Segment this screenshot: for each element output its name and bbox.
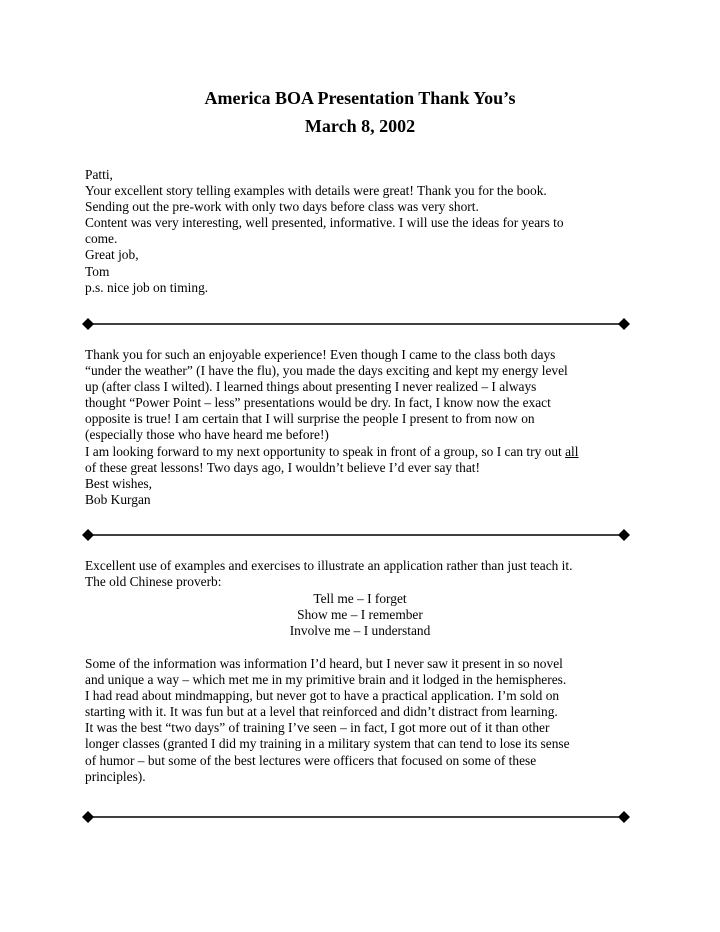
section-divider xyxy=(82,529,630,541)
letter-line: starting with it. It was fun but at a level that reinforced and didn’t distract from learning. xyxy=(85,704,558,720)
proverb xyxy=(85,591,635,639)
letter-line: and unique a way – which met me in my primitive brain and it lodged in the hemispheres. xyxy=(85,672,567,688)
proverb-line: Involve me – I understand xyxy=(289,623,431,639)
letter-line: It was the best “two days” of training I’ve seen – in fact, I got more out of it than other xyxy=(85,720,550,736)
letter-line: come. xyxy=(85,231,118,247)
letter-line: up (after class I wilted). I learned things about presenting I never realized – I always xyxy=(85,379,537,395)
section-divider xyxy=(82,318,630,330)
letter-line: Your excellent story telling examples with details were great! Thank you for the book. xyxy=(85,183,547,199)
document-date: March 8, 2002 xyxy=(304,116,416,136)
proverb-line: Tell me – I forget xyxy=(313,591,407,606)
thank-you-letter-3 xyxy=(85,558,645,590)
letter-line: Best wishes, xyxy=(85,475,152,491)
letter-line: Content was very interesting, well presented, informative. I will use the ideas for years to xyxy=(85,215,564,231)
letter-line-text: I am looking forward to my next opportunity to speak in front of a group, so I can try out xyxy=(85,443,566,459)
letter-line: opposite is true! I am certain that I will surprise the people I present to from now on xyxy=(85,411,535,427)
letter-signature: Bob Kurgan xyxy=(85,491,151,507)
letter-line: thought “Power Point – less” presentations would be dry. In fact, I know now the exact xyxy=(85,395,551,411)
underlined-word: all xyxy=(565,443,579,459)
letter-line: of humor – but some of the best lectures were officers that focused on some of these xyxy=(85,752,537,768)
letter-line xyxy=(85,444,645,460)
letter-line: p.s. nice job on timing. xyxy=(85,279,209,295)
letter-line: “under the weather” (I have the flu), you made the days exciting and kept my energy level xyxy=(85,363,568,379)
section-divider xyxy=(82,811,630,823)
letter-line: Patti, xyxy=(85,167,113,182)
letter-line: Excellent use of examples and exercises to illustrate an application rather than just teach it. xyxy=(85,558,573,573)
letter-line: The old Chinese proverb: xyxy=(85,574,222,590)
letter-line: of these great lessons! Two days ago, I wouldn’t believe I’d ever say that! xyxy=(85,459,480,475)
letter-line: Great job, xyxy=(85,247,139,263)
letter-line: principles). xyxy=(85,768,146,784)
thank-you-letter-2 xyxy=(85,347,645,508)
letter-line: Some of the information was information I’d heard, but I never saw it present in so novel xyxy=(85,656,563,671)
document-title: America BOA Presentation Thank You’s xyxy=(204,88,516,108)
letter-line: Sending out the pre-work with only two days before class was very short. xyxy=(85,199,479,215)
letter-line: I had read about mindmapping, but never got to have a practical application. I’m sold on xyxy=(85,688,560,704)
letter-3-body xyxy=(85,656,645,785)
letter-line: (especially those who have heard me before!) xyxy=(85,427,329,443)
letter-signature: Tom xyxy=(85,263,110,279)
proverb-line: Show me – I remember xyxy=(297,607,423,623)
letter-line: Thank you for such an enjoyable experience! Even though I came to the class both days xyxy=(85,347,556,362)
thank-you-letter-1 xyxy=(85,167,645,296)
letter-line: longer classes (granted I did my training in a military system that can tend to lose its sense xyxy=(85,736,570,752)
